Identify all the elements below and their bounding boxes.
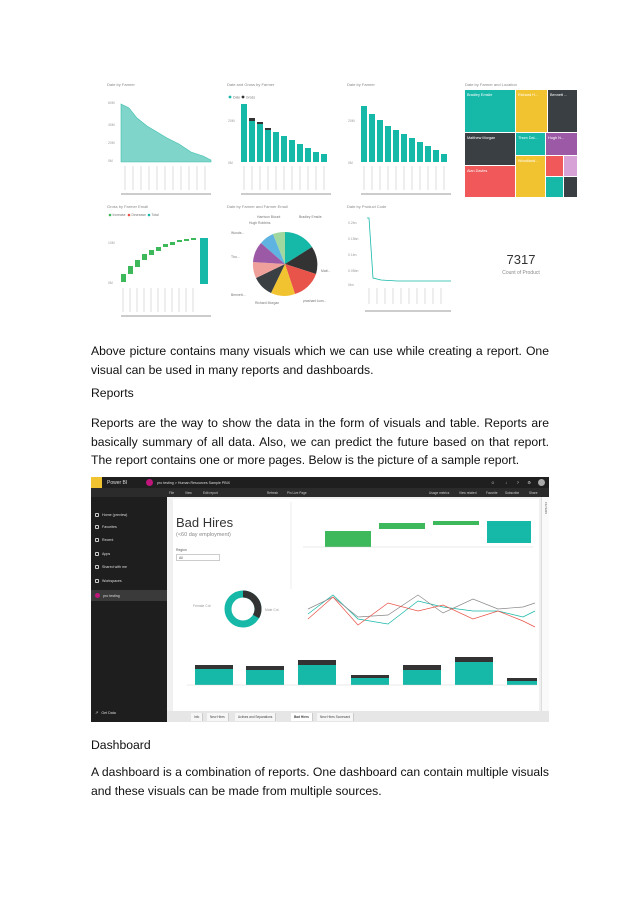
tab-bad-hires[interactable]: Bad Hires <box>291 713 313 721</box>
donut-label: Female Cnt <box>193 604 211 608</box>
y-tick: 20M <box>108 141 115 145</box>
y-tick: 0.05bn <box>348 269 359 273</box>
slice-label: Harrison Blount <box>257 215 281 219</box>
count-of-product-card <box>465 204 577 319</box>
chart-title: Date and Gross by Farmer <box>227 82 275 87</box>
y-tick: 0bn <box>348 283 354 287</box>
y-tick: 0M <box>108 159 113 163</box>
visuals-gallery-image <box>103 78 590 324</box>
report-subtitle: (<60 day employment) <box>176 532 231 538</box>
y-tick: 0.2bn <box>348 221 357 225</box>
home-icon <box>95 513 99 517</box>
tab-new-hires-scorecard[interactable]: New Hires Scorecard <box>317 713 354 721</box>
toolbar-file[interactable]: File <box>169 490 175 495</box>
y-tick: 0.1bn <box>348 253 357 257</box>
toolbar-usage-metrics[interactable]: Usage metrics <box>429 490 450 495</box>
nav-get-data[interactable]: ↗ Get Data <box>95 710 116 715</box>
y-tick: 0M <box>228 161 233 165</box>
chart-title: Gross by Farmer Email <box>107 204 149 209</box>
chart-title: Date by Farmer and Farmer Email <box>227 204 288 209</box>
powerbi-toolbar <box>91 488 549 497</box>
filters-label: FILTERS <box>544 502 548 515</box>
bad-hires-line-chart <box>308 595 535 627</box>
legend-swatch <box>148 214 151 217</box>
treemap-tile <box>564 177 577 197</box>
chart-title: Date by Farmer <box>107 82 135 87</box>
slice-label: Bennett... <box>231 293 246 297</box>
donut-label: Male Cnt <box>265 608 279 612</box>
legend-swatch <box>128 214 131 217</box>
slice-label: Richard Morgan <box>255 301 280 305</box>
scrollbar[interactable] <box>121 193 211 195</box>
gender-donut <box>228 594 258 624</box>
tab-info[interactable]: Info <box>191 713 203 721</box>
nav-home[interactable]: Home (preview) <box>95 513 127 517</box>
tile-label: Alan Davies <box>467 169 488 173</box>
nav-workspaces[interactable]: Workspaces <box>95 579 122 583</box>
powerbi-nav-pane <box>91 497 167 722</box>
slice-label: Woods... <box>231 231 245 235</box>
y-tick: 0M <box>108 281 113 285</box>
help-icon[interactable]: ? <box>516 480 519 485</box>
app-name: Power BI <box>107 480 128 486</box>
paragraph-visuals: Above picture contains many visuals which we can use while creating a report. One visual can be used in many reports and dashboards. <box>91 344 549 377</box>
scrollbar[interactable] <box>241 193 331 195</box>
scrollbar[interactable] <box>365 310 451 312</box>
legend-swatch <box>109 214 112 217</box>
date-by-farmer-area-chart <box>107 82 217 197</box>
gross-by-farmer-email-waterfall <box>107 204 217 319</box>
area-chart-svg <box>107 82 217 197</box>
report-page-tabs <box>167 711 549 722</box>
nav-favorites[interactable]: Favorites <box>95 525 117 529</box>
toolbar-subscribe[interactable]: Subscribe <box>505 490 520 495</box>
chart-title: Date by Product Code <box>347 204 387 209</box>
y-tick: 0.15bn <box>348 237 359 241</box>
tile-label: Hugh N... <box>548 136 565 140</box>
date-by-farmer-bar-chart <box>347 82 457 197</box>
chart-title: Date by Farmer and Location <box>465 82 517 87</box>
y-tick: 40M <box>108 123 115 127</box>
legend-swatch <box>229 96 232 99</box>
toolbar-edit-report[interactable]: Edit report <box>203 490 218 495</box>
legend-label: Date <box>233 95 241 100</box>
y-tick: 20M <box>228 119 235 123</box>
legend-label: Increase <box>112 213 126 218</box>
legend-label: Gross <box>246 95 256 100</box>
workspace-icon <box>95 593 100 598</box>
slice-label: Tho... <box>231 255 240 259</box>
y-tick: 0M <box>348 161 353 165</box>
y-tick: 20M <box>348 119 355 123</box>
kpi-value: 7317 <box>506 252 536 267</box>
legend-label: Total <box>151 213 159 218</box>
paragraph-dashboard: A dashboard is a combination of reports. One dashboard can contain multiple visuals and these visuals can be made from multiple sources. <box>91 765 549 798</box>
treemap-tile <box>564 156 577 176</box>
slice-label: Bradley Emslie <box>299 215 322 219</box>
line-series <box>367 218 451 281</box>
nav-pro-testing[interactable]: pro testing <box>95 593 120 598</box>
farmer-location-treemap <box>465 82 577 197</box>
report-title: Bad Hires <box>176 515 234 530</box>
settings-icon[interactable]: ⚙ <box>527 480 531 485</box>
legend-swatch <box>242 96 245 99</box>
heading-dashboard: Dashboard <box>91 738 151 752</box>
tile-label: Woodland... <box>518 159 539 163</box>
toolbar-view-related[interactable]: View related <box>459 490 477 495</box>
heading-reports: Reports <box>91 386 134 400</box>
region-label: Region <box>176 548 187 552</box>
legend-label: Decrease <box>131 213 147 218</box>
scrollbar[interactable] <box>121 315 211 317</box>
region-dropdown[interactable]: All <box>176 554 220 561</box>
scrollbar[interactable] <box>361 193 451 195</box>
clock-icon <box>95 538 99 542</box>
kpi-label: Count of Product <box>502 270 540 276</box>
report-canvas <box>173 499 539 712</box>
tile-label: Richard H... <box>518 93 539 97</box>
tab-actives-separations[interactable]: Actives and Separations <box>235 713 276 721</box>
workspace-icon <box>95 579 99 583</box>
bar-chart-svg <box>347 82 457 197</box>
total-bar <box>200 238 208 284</box>
y-tick: 60M <box>108 101 115 105</box>
toolbar-share[interactable]: Share <box>529 490 538 495</box>
date-by-product-code-line-chart <box>347 204 457 319</box>
treemap-svg <box>465 82 577 197</box>
farmer-email-pie-chart <box>227 204 337 319</box>
area-series <box>121 104 211 162</box>
pie-svg <box>227 204 337 319</box>
tile-label: Matthew Morgan <box>467 136 496 140</box>
toolbar-pin-live-page[interactable]: Pin Live Page <box>287 490 307 495</box>
waterfall-svg <box>107 204 217 319</box>
bad-hires-columns <box>187 657 537 685</box>
date-gross-by-farmer-bar-chart <box>227 82 337 197</box>
bar-chart-svg <box>227 82 337 197</box>
breadcrumb[interactable]: pro testing > Human Resources Sample PBIX <box>157 480 231 485</box>
star-icon <box>95 525 99 529</box>
slice-label: Hugh Robbins <box>249 221 271 225</box>
nav-apps[interactable]: Apps <box>95 552 110 556</box>
arrow-icon: ↗ <box>95 710 99 715</box>
treemap-tile <box>546 177 563 197</box>
share-icon <box>95 565 99 569</box>
chart-title: Date by Farmer <box>347 82 375 87</box>
slice-label: Matt... <box>321 269 331 273</box>
toolbar-view[interactable]: View <box>185 490 192 495</box>
tile-label: Thom Dal... <box>518 136 538 140</box>
powerbi-topbar <box>91 477 549 488</box>
workspace-avatar <box>146 479 153 486</box>
user-avatar[interactable] <box>538 479 545 486</box>
toolbar-refresh[interactable]: Refresh <box>267 490 279 495</box>
report-visuals-svg <box>173 499 539 712</box>
tile-label: Bennett ... <box>550 93 568 97</box>
nav-recent[interactable]: Recent <box>95 538 113 542</box>
bad-hires-waterfall <box>303 521 533 547</box>
power-bi-report-screenshot <box>91 477 549 722</box>
nav-shared[interactable]: Shared with me <box>95 565 127 569</box>
filters-pane[interactable] <box>541 497 549 711</box>
treemap-tile <box>546 156 563 176</box>
slice-label: prashant kum... <box>303 299 327 303</box>
apps-icon <box>95 552 99 556</box>
notifications-icon[interactable]: ☺ <box>490 480 495 485</box>
tile-label: Bradley Emslie <box>467 93 493 97</box>
line-chart-svg <box>347 204 457 319</box>
toolbar-favorite[interactable]: Favorite <box>486 490 498 495</box>
download-icon[interactable]: ↓ <box>505 480 507 485</box>
tab-new-hires[interactable]: New Hires <box>207 713 229 721</box>
app-launcher-icon[interactable] <box>91 477 102 488</box>
y-tick: 10M <box>108 241 115 245</box>
paragraph-reports: Reports are the way to show the data in the form of visuals and table. Reports are basically summary of all data. Also, we can predict the future based on that report. The report contains one or more pages. Below is the picture of a sample report. <box>91 416 549 467</box>
